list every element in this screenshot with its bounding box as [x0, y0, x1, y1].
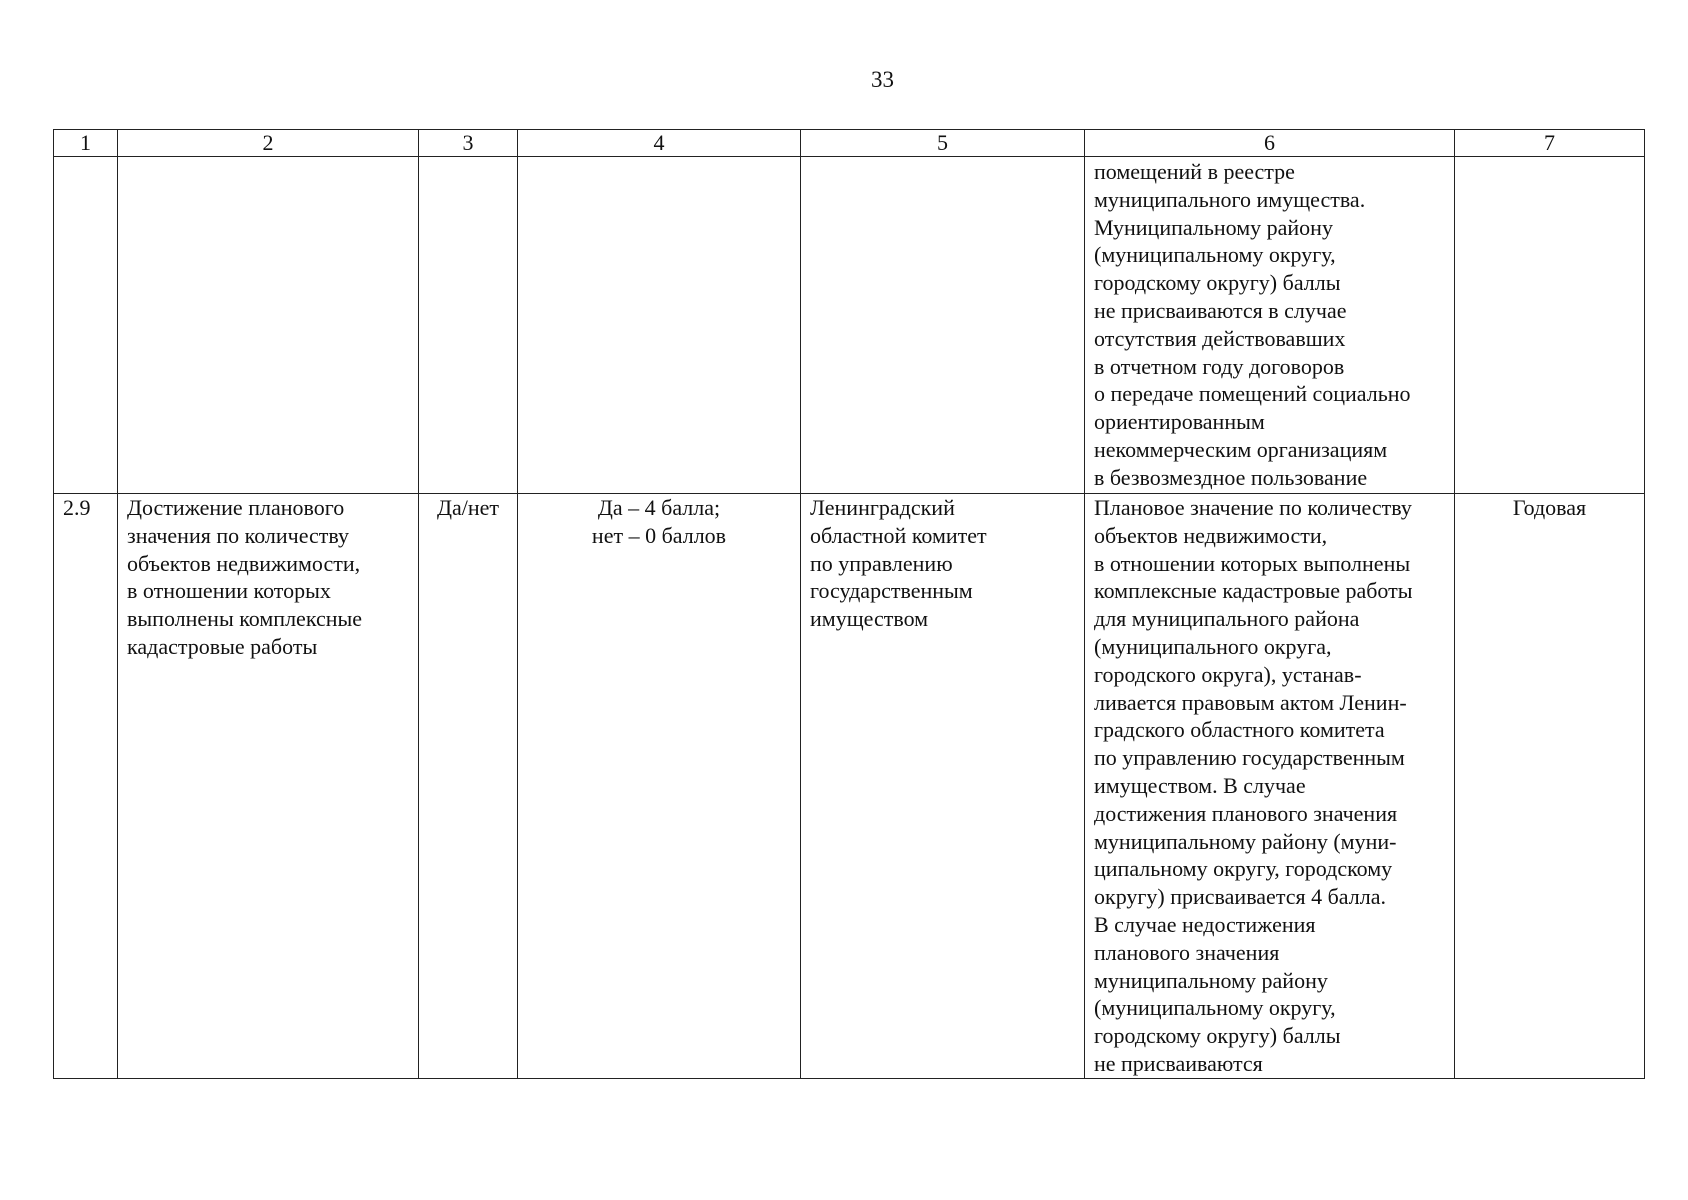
- text-line: округу) присваивается 4 балла.: [1094, 884, 1386, 910]
- text-line: (муниципальному округу,: [1094, 242, 1336, 268]
- text-line: по управлению государственным: [1094, 745, 1405, 771]
- indicator-cell: [118, 494, 419, 1079]
- cell-empty: [1455, 157, 1645, 494]
- table-row-continuation: [54, 157, 1645, 494]
- text-line: городскому округу) баллы: [1094, 270, 1341, 296]
- cell-empty: [118, 157, 419, 494]
- text-line: Достижение планового: [127, 495, 345, 520]
- text-line: (муниципальному округу,: [1094, 995, 1336, 1021]
- text-line: в отношении которых: [127, 578, 331, 604]
- row-number: 2.9: [54, 494, 118, 1079]
- text-line: городского округа), устанав-: [1094, 661, 1362, 687]
- header-col-2: 2: [118, 130, 419, 157]
- text-line: Ленинградский: [810, 495, 955, 520]
- header-row: [54, 130, 1645, 157]
- criteria-table: [53, 129, 1645, 1079]
- text-line: государственным: [810, 578, 973, 604]
- text-line: не присваиваются в случае: [1094, 297, 1347, 323]
- text-line: областной комитет: [810, 522, 987, 548]
- text-line: в безвозмездное пользование: [1094, 464, 1368, 490]
- text-line: значения по количеству: [127, 522, 350, 548]
- text-line: кадастровые работы: [127, 633, 318, 659]
- cell-empty: [54, 157, 118, 494]
- text-line: имуществом: [810, 606, 929, 632]
- text-line: достижения планового значения: [1094, 800, 1398, 826]
- text-line: городскому округу) баллы: [1094, 1023, 1341, 1049]
- text-line: нет – 0 баллов: [591, 522, 727, 548]
- periodicity-cell: Годовая: [1455, 494, 1645, 1079]
- table-row-2-9: [54, 494, 1645, 1079]
- text-line: имуществом. В случае: [1094, 772, 1306, 798]
- table-header: [54, 130, 1645, 157]
- header-col-6: 6: [1085, 130, 1455, 157]
- unit-cell: Да/нет: [419, 494, 518, 1079]
- text-line: ливается правовым актом Ленин-: [1094, 689, 1407, 715]
- text-line: объектов недвижимости,: [127, 550, 361, 576]
- text-line: отсутствия действовавших: [1094, 325, 1346, 351]
- header-col-7: 7: [1455, 130, 1645, 157]
- text-line: ципальному округу, городскому: [1094, 856, 1393, 882]
- text-line: планового значения: [1094, 939, 1280, 965]
- method-cell: [1085, 494, 1455, 1079]
- text-line: по управлению: [810, 550, 953, 576]
- continuation-method-cell: [1085, 157, 1455, 494]
- cell-empty: [419, 157, 518, 494]
- page-number: 33: [871, 67, 894, 92]
- text-line: в отношении которых выполнены: [1094, 550, 1411, 576]
- text-line: Плановое значение по количеству: [1094, 495, 1412, 520]
- text-line: муниципальному району (муни-: [1094, 828, 1397, 854]
- text-line: Да – 4 балла;: [597, 495, 721, 520]
- text-line: ориентированным: [1094, 409, 1265, 435]
- cell-empty: [801, 157, 1085, 494]
- text-line: В случае недостижения: [1094, 911, 1316, 937]
- text-line: комплексные кадастровые работы: [1094, 578, 1413, 604]
- text-line: о передаче помещений социально: [1094, 381, 1411, 407]
- text-line: в отчетном году договоров: [1094, 353, 1345, 379]
- cell-empty: [518, 157, 801, 494]
- text-line: Муниципальному району: [1094, 214, 1333, 240]
- text-line: объектов недвижимости,: [1094, 522, 1328, 548]
- source-cell: [801, 494, 1085, 1079]
- text-line: муниципальному району: [1094, 967, 1328, 993]
- header-col-3: 3: [419, 130, 518, 157]
- header-col-4: 4: [518, 130, 801, 157]
- text-line: для муниципального района: [1094, 606, 1360, 632]
- text-line: градского областного комитета: [1094, 717, 1385, 743]
- text-line: не присваиваются: [1094, 1050, 1263, 1076]
- text-line: муниципального имущества.: [1094, 186, 1366, 212]
- text-line: помещений в реестре: [1094, 159, 1295, 184]
- header-col-1: 1: [54, 130, 118, 157]
- text-line: (муниципального округа,: [1094, 633, 1332, 659]
- header-col-5: 5: [801, 130, 1085, 157]
- text-line: выполнены комплексные: [127, 606, 363, 632]
- score-cell: [518, 494, 801, 1079]
- text-line: некоммерческим организациям: [1094, 436, 1388, 462]
